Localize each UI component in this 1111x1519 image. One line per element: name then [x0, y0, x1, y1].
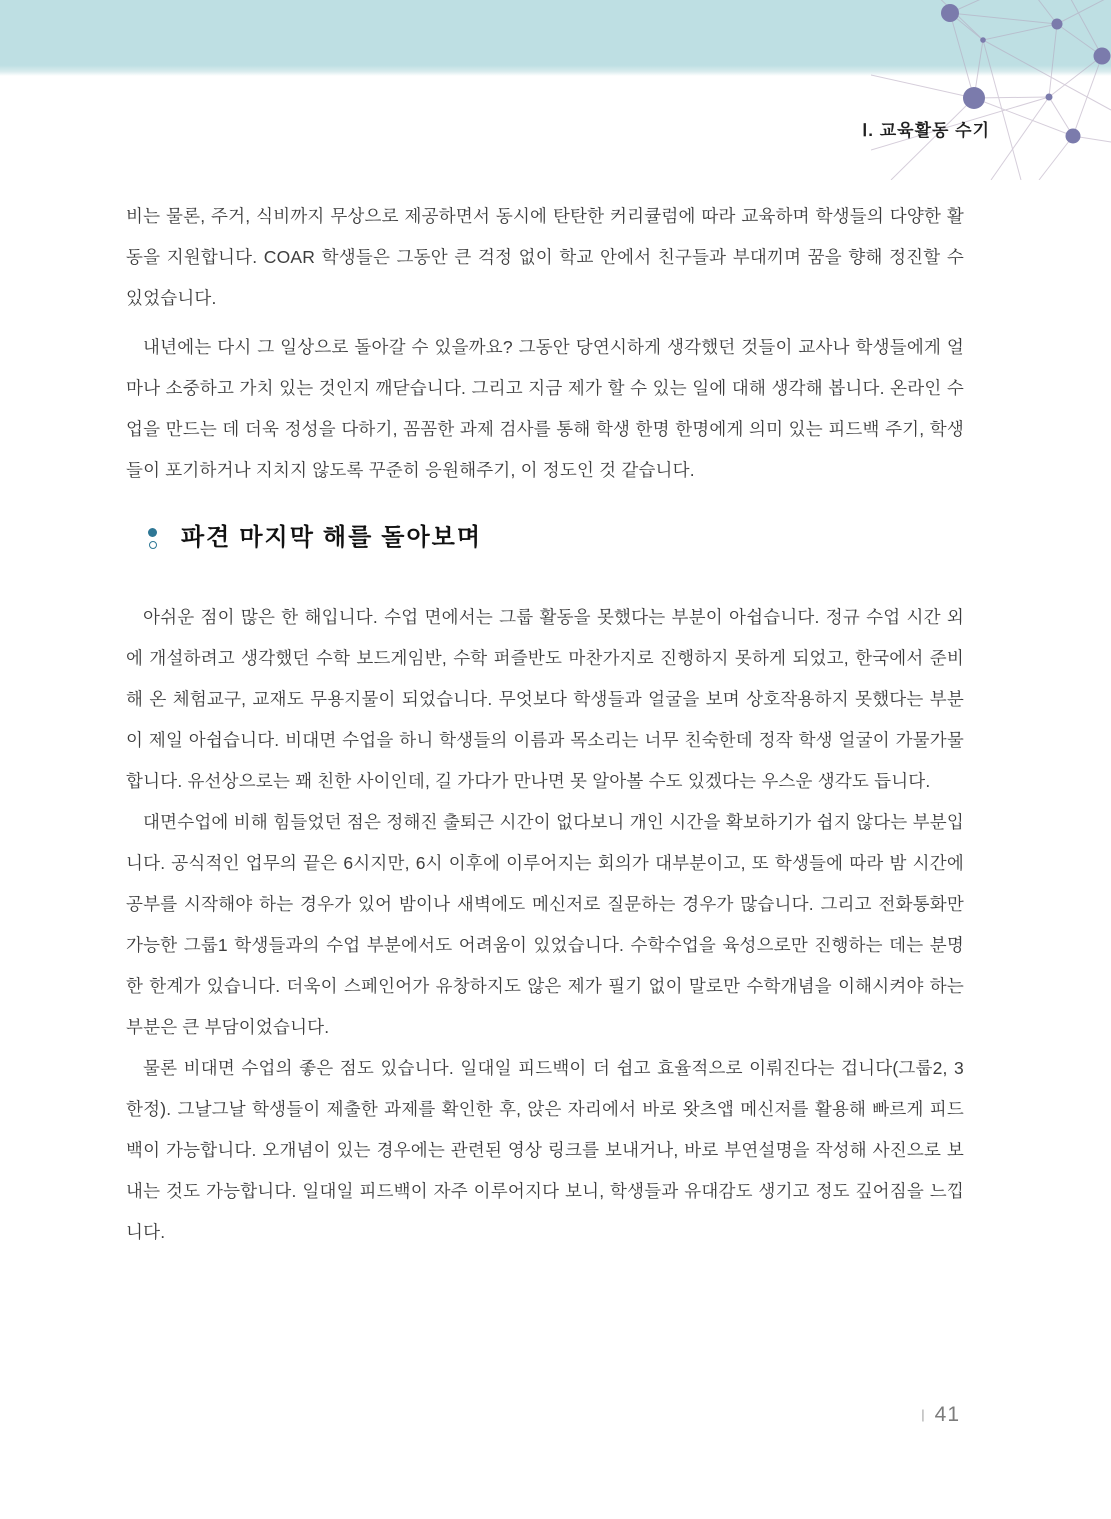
filled-dot-icon [148, 528, 157, 537]
page-number-divider: | [921, 1407, 925, 1422]
running-header: Ⅰ. 교육활동 수기 [862, 121, 990, 140]
section-title: 파견 마지막 해를 돌아보며 [181, 524, 483, 551]
section-bullet-icon [148, 528, 157, 549]
paragraph: 대면수업에 비해 힘들었던 점은 정해진 출퇴근 시간이 없다보니 개인 시간을 확보하기가 쉽지 않다는 부분입니다. 공식적인 업무의 끝은 6시지만, 6시 이후에 이루어지는 회의가 대부분이고, 또 학생들에 따라 밤 시간에 공부를 시작해야 하는 경우가 있어 밤이나 새벽에도 메신저로 질문하는 경우가 많습니다. 그리고 전화통화만 가능한 그룹1 학생들과의 수업 부분에서도 어려움이 있었습니다. 수학수업을 육성으로만 진행하는 데는 분명한 한계가 있습니다. 더욱이 스페인어가 유창하지도 않은 제가 필기 없이 말로만 수학개념을 이해시켜야 하는 부분은 큰 부담이었습니다. [126, 812, 964, 1037]
body-content [126, 196, 964, 1253]
paragraph: 아쉬운 점이 많은 한 해입니다. 수업 면에서는 그룹 활동을 못했다는 부분이 아쉽습니다. 정규 수업 시간 외에 개설하려고 생각했던 수학 보드게임반, 수학 퍼즐반도 마찬가지로 진행하지 못하게 되었고, 한국에서 준비해 온 체험교구, 교재도 무용지물이 되었습니다. 무엇보다 학생들과 얼굴을 보며 상호작용하지 못했다는 부분이 제일 아쉽습니다. 비대면 수업을 하니 학생들의 이름과 목소리는 너무 친숙한데 정작 학생 얼굴이 가물가물합니다. 유선상으로는 꽤 친한 사이인데, 길 가다가 만나면 못 알아볼 수도 있겠다는 우스운 생각도 듭니다. [126, 607, 964, 791]
page-footer [921, 1402, 960, 1428]
page-number: 41 [934, 1403, 960, 1426]
network-decoration-graphic [871, 0, 1111, 180]
section-heading [126, 519, 964, 557]
ring-dot-icon [149, 541, 157, 549]
paragraph: 비는 물론, 주거, 식비까지 무상으로 제공하면서 동시에 탄탄한 커리큘럼에 따라 교육하며 학생들의 다양한 활동을 지원합니다. COAR 학생들은 그동안 큰 걱정 없이 학교 안에서 친구들과 부대끼며 꿈을 향해 정진할 수 있었습니다. [126, 206, 964, 308]
paragraph: 물론 비대면 수업의 좋은 점도 있습니다. 일대일 피드백이 더 쉽고 효율적으로 이뤄진다는 겁니다(그룹2, 3 한정). 그날그날 학생들이 제출한 과제를 확인한 후, 앉은 자리에서 바로 왓츠앱 메신저를 활용해 빠르게 피드백이 가능합니다. 오개념이 있는 경우에는 관련된 영상 링크를 보내거나, 바로 부연설명을 작성해 사진으로 보내는 것도 가능합니다. 일대일 피드백이 자주 이루어지다 보니, 학생들과 유대감도 생기고 정도 깊어짐을 느낍니다. [126, 1058, 964, 1242]
paragraph: 내년에는 다시 그 일상으로 돌아갈 수 있을까요? 그동안 당연시하게 생각했던 것들이 교사나 학생들에게 얼마나 소중하고 가치 있는 것인지 깨닫습니다. 그리고 지금 제가 할 수 있는 일에 대해 생각해 봅니다. 온라인 수업을 만드는 데 더욱 정성을 다하기, 꼼꼼한 과제 검사를 통해 학생 한명 한명에게 의미 있는 피드백 주기, 학생들이 포기하거나 지치지 않도록 꾸준히 응원해주기, 이 정도인 것 같습니다. [126, 337, 964, 480]
